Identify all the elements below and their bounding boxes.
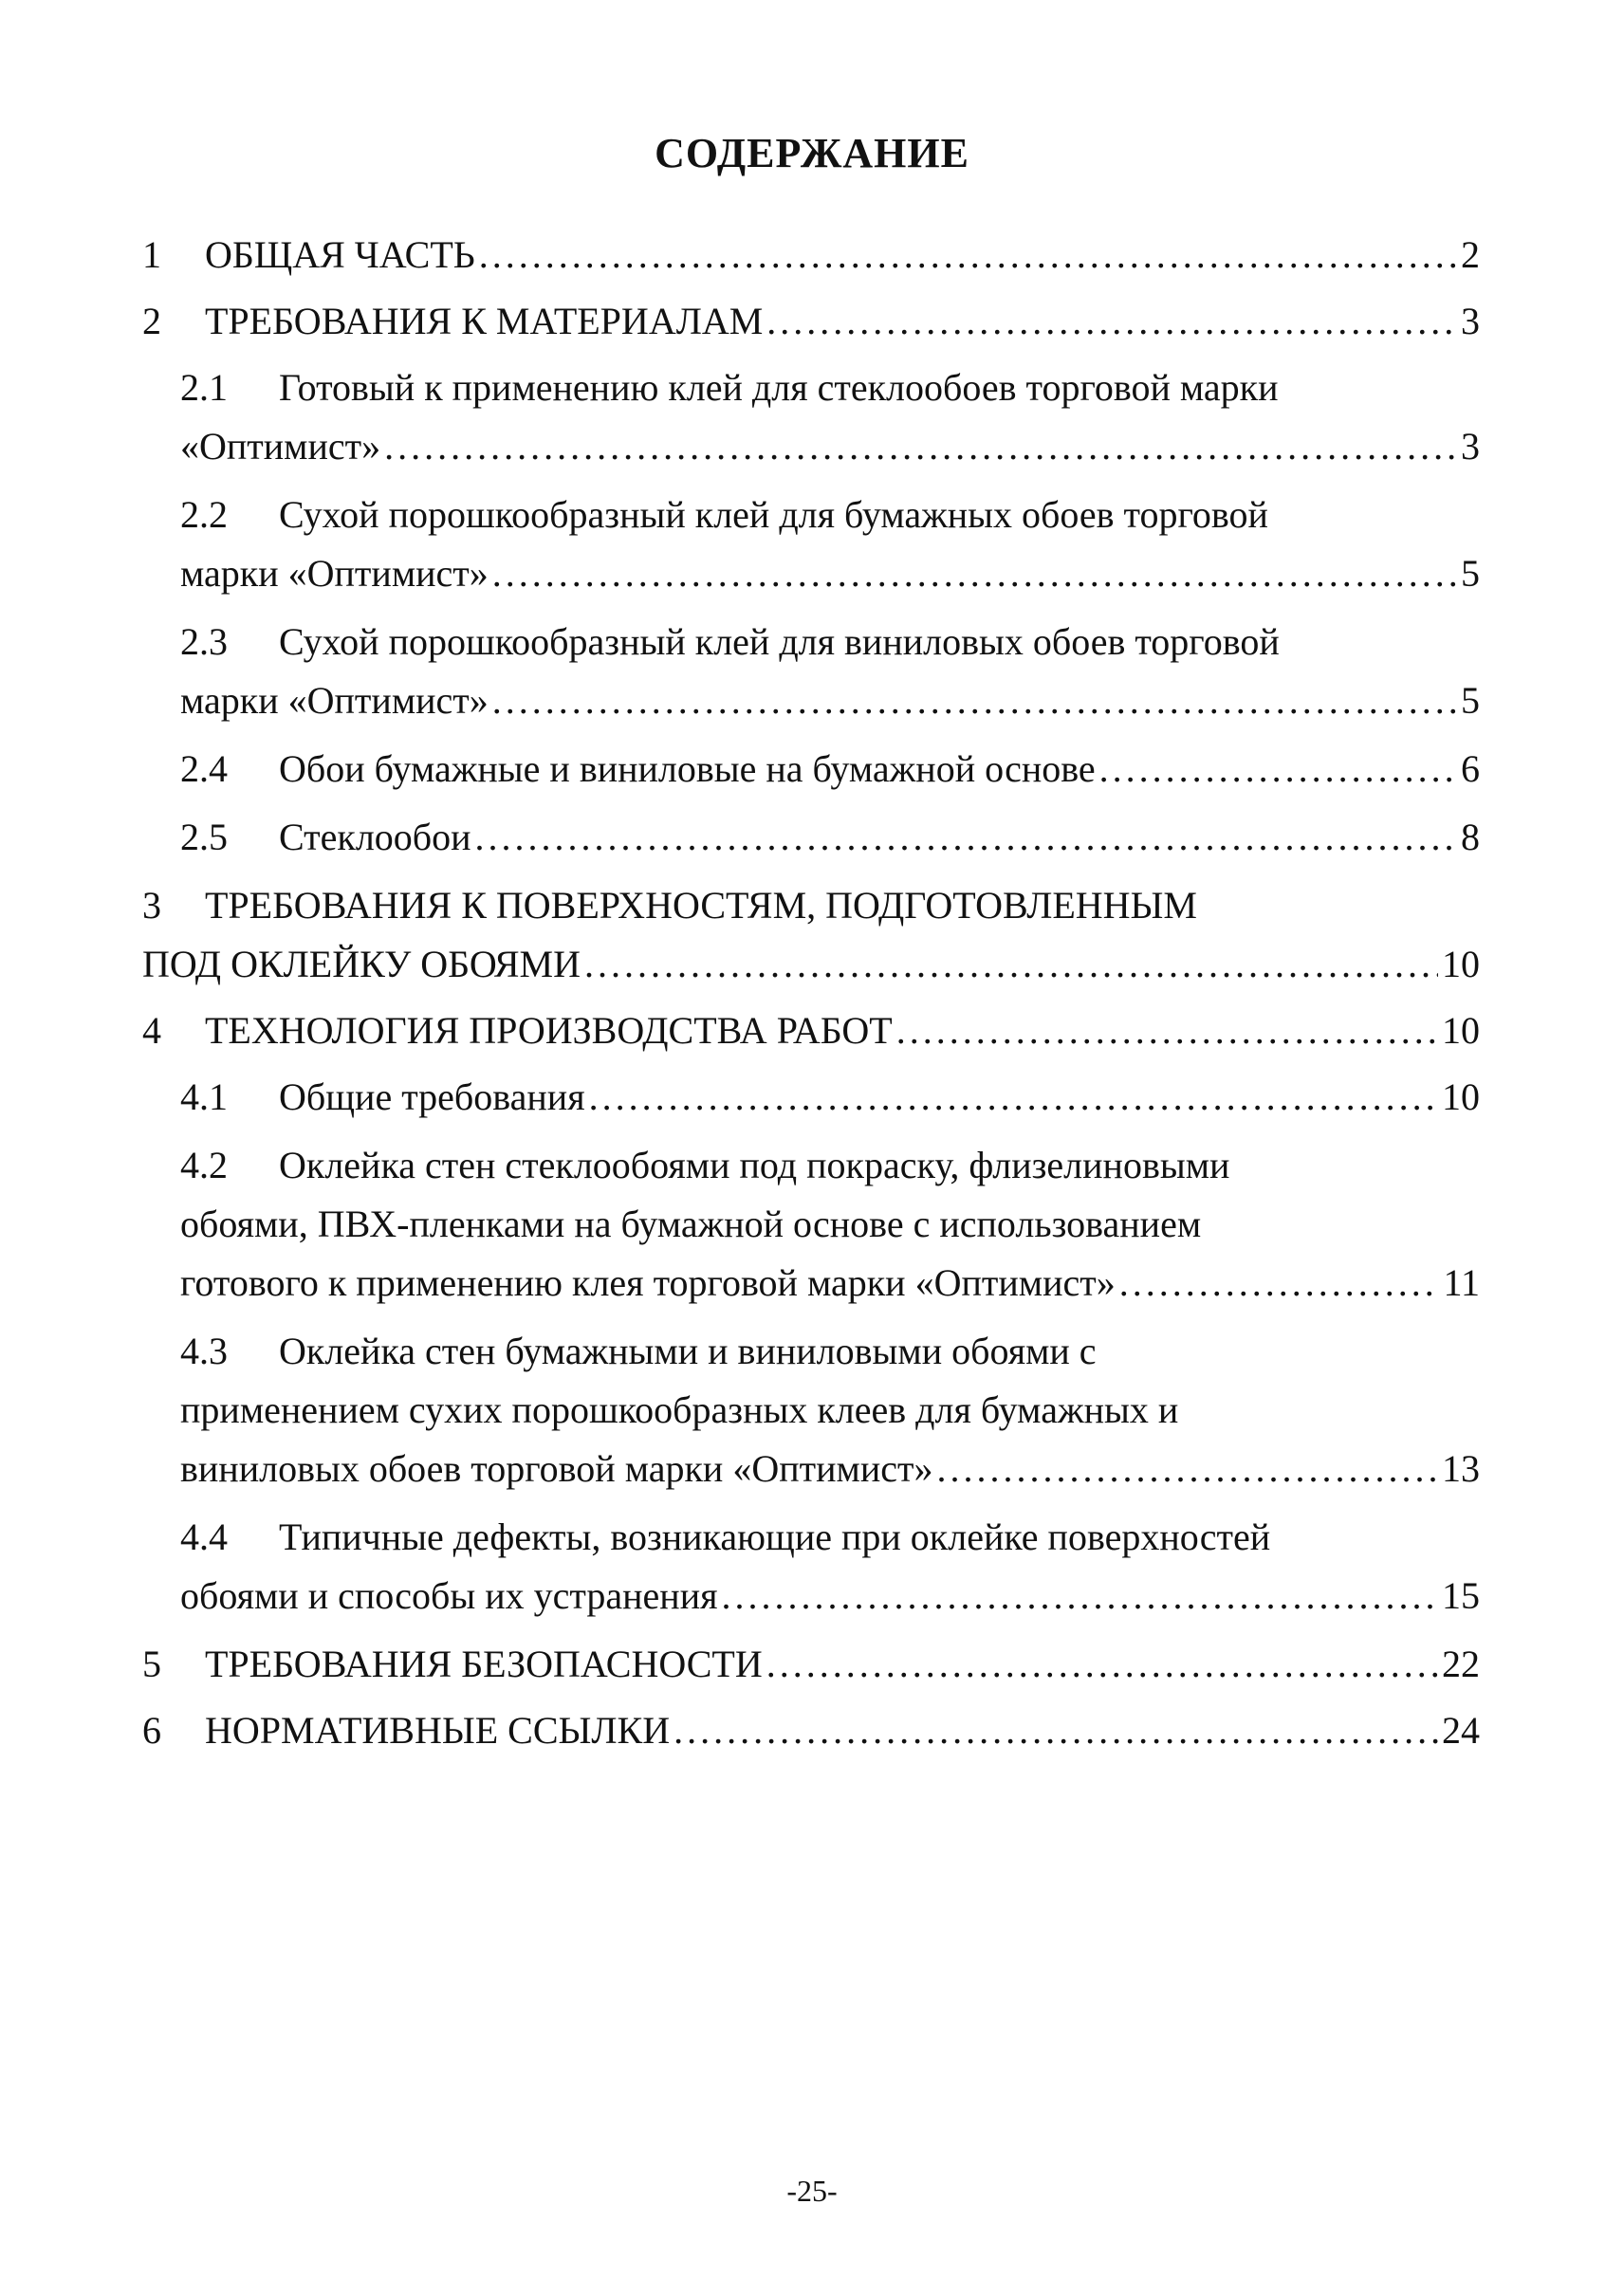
- toc-number: 4.4: [180, 1515, 228, 1558]
- toc-entry-4-3: [142, 1322, 1480, 1498]
- toc-entry-1: [142, 226, 1480, 285]
- toc-number: 4: [142, 1009, 161, 1052]
- toc-page-number: 8: [1461, 816, 1480, 858]
- toc-text: обоями и способы их устранения: [180, 1574, 718, 1617]
- toc-number: 3: [142, 884, 161, 927]
- toc-page-number: 11: [1443, 1261, 1480, 1304]
- toc-page-number: 24: [1442, 1709, 1480, 1752]
- toc-text: Готовый к применению клей для стеклообоев торговой марки: [279, 366, 1279, 409]
- toc-number: 4.1: [180, 1075, 228, 1118]
- toc-entry-4: [142, 1001, 1480, 1060]
- toc-page-number: 6: [1461, 747, 1480, 790]
- toc-text: применением сухих порошкообразных клеев для бумажных и: [180, 1388, 1179, 1431]
- toc-number: 2: [142, 300, 161, 342]
- toc-text: ТРЕБОВАНИЯ К МАТЕРИАЛАМ: [205, 300, 764, 342]
- toc-text: ТРЕБОВАНИЯ БЕЗОПАСНОСТИ: [205, 1643, 763, 1685]
- toc-page-number: 10: [1442, 943, 1480, 985]
- toc-number: 4.2: [180, 1144, 228, 1186]
- toc-text: марки «Оптимист»: [180, 679, 489, 722]
- toc-leader-dots: [492, 671, 1457, 730]
- toc-leader-dots: [1099, 740, 1457, 799]
- page-number-footer: -25-: [786, 2174, 838, 2208]
- table-of-contents: [142, 226, 1480, 1768]
- toc-number: 2.5: [180, 816, 228, 858]
- toc-page-number: 5: [1461, 552, 1480, 595]
- toc-number: 2.4: [180, 747, 228, 790]
- toc-entry-2-5: [142, 808, 1480, 867]
- toc-page-number: 15: [1442, 1574, 1480, 1617]
- toc-page-number: 3: [1461, 300, 1480, 342]
- toc-entry-2-1: [142, 358, 1480, 476]
- toc-number: 2.1: [180, 366, 228, 409]
- toc-leader-dots: [589, 1068, 1438, 1127]
- toc-leader-dots: [896, 1001, 1438, 1060]
- toc-number: 4.3: [180, 1330, 228, 1372]
- toc-number: 2.2: [180, 493, 228, 536]
- toc-page-number: 22: [1442, 1643, 1480, 1685]
- toc-leader-dots: [674, 1701, 1438, 1760]
- toc-entry-2: [142, 292, 1480, 351]
- toc-page-number: 5: [1461, 679, 1480, 722]
- toc-text: Типичные дефекты, возникающие при оклейке поверхностей: [279, 1515, 1271, 1558]
- toc-leader-dots: [584, 935, 1438, 994]
- toc-entry-4-4: [142, 1508, 1480, 1626]
- toc-text: готового к применению клея торговой марки «Оптимист»: [180, 1261, 1116, 1304]
- toc-number: 6: [142, 1709, 161, 1752]
- toc-leader-dots: [384, 417, 1457, 476]
- toc-text: ТРЕБОВАНИЯ К ПОВЕРХНОСТЯМ, ПОДГОТОВЛЕННЫМ: [205, 884, 1197, 927]
- toc-text: Оклейка стен стеклообоями под покраску, флизелиновыми: [279, 1144, 1230, 1186]
- toc-number: 5: [142, 1643, 161, 1685]
- toc-number: 1: [142, 233, 161, 276]
- toc-leader-dots: [766, 292, 1457, 351]
- toc-leader-dots: [479, 226, 1457, 285]
- toc-text: Обои бумажные и виниловые на бумажной основе: [279, 747, 1096, 790]
- toc-leader-dots: [722, 1567, 1438, 1626]
- page-title: СОДЕРЖАНИЕ: [655, 130, 969, 176]
- toc-page-number: 10: [1442, 1009, 1480, 1052]
- toc-text: марки «Оптимист»: [180, 552, 489, 595]
- toc-entry-2-2: [142, 486, 1480, 603]
- toc-text: ОБЩАЯ ЧАСТЬ: [205, 233, 475, 276]
- toc-entry-4-2: [142, 1136, 1480, 1313]
- toc-page-number: 13: [1442, 1447, 1480, 1490]
- toc-text: ПОД ОКЛЕЙКУ ОБОЯМИ: [142, 943, 581, 985]
- toc-entry-5: [142, 1635, 1480, 1694]
- toc-leader-dots: [766, 1635, 1438, 1694]
- toc-leader-dots: [475, 808, 1457, 867]
- toc-entry-6: [142, 1701, 1480, 1760]
- toc-page-number: 3: [1461, 425, 1480, 468]
- toc-text: «Оптимист»: [180, 425, 381, 468]
- toc-text: Общие требования: [279, 1075, 585, 1118]
- toc-text: Стеклообои: [279, 816, 471, 858]
- toc-entry-2-3: [142, 613, 1480, 730]
- toc-text: виниловых обоев торговой марки «Оптимист»: [180, 1447, 933, 1490]
- toc-entry-2-4: [142, 740, 1480, 799]
- toc-entry-4-1: [142, 1068, 1480, 1127]
- toc-text: ТЕХНОЛОГИЯ ПРОИЗВОДСТВА РАБОТ: [205, 1009, 893, 1052]
- toc-page-number: 2: [1461, 233, 1480, 276]
- toc-number: 2.3: [180, 620, 228, 663]
- toc-text: Сухой порошкообразный клей для виниловых обоев торговой: [279, 620, 1280, 663]
- toc-text: Сухой порошкообразный клей для бумажных обоев торговой: [279, 493, 1268, 536]
- toc-text: Оклейка стен бумажными и виниловыми обоями с: [279, 1330, 1097, 1372]
- toc-entry-3: [142, 876, 1480, 994]
- toc-text: НОРМАТИВНЫЕ ССЫЛКИ: [205, 1709, 671, 1752]
- toc-leader-dots: [936, 1440, 1438, 1498]
- toc-text: обоями, ПВХ-пленками на бумажной основе с использованием: [180, 1203, 1202, 1245]
- toc-leader-dots: [492, 544, 1457, 603]
- toc-page-number: 10: [1442, 1075, 1480, 1118]
- toc-leader-dots: [1119, 1254, 1440, 1313]
